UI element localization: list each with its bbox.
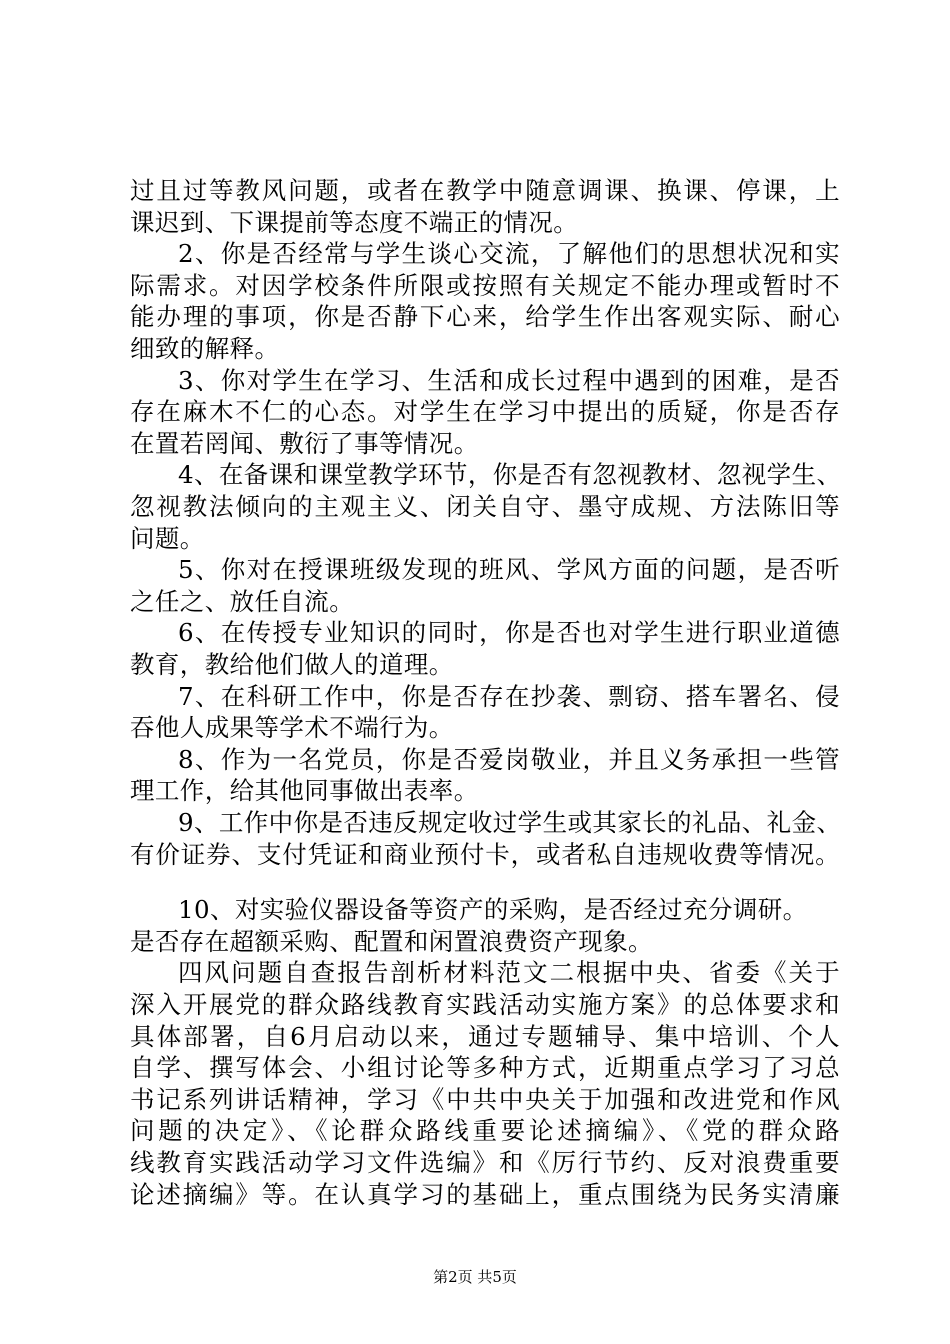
text-line: 论述摘编》等。在认真学习的基础上，重点围绕为民务实清廉 xyxy=(130,1179,840,1209)
paragraph-start-line: 7、在科研工作中，你是否存在抄袭、剽窃、搭车署名、侵 xyxy=(178,681,840,711)
paragraph-start-line: 9、工作中你是否违反规定收过学生或其家长的礼品、礼金、 xyxy=(178,808,842,837)
page-footer xyxy=(0,1267,950,1287)
text-line: 有价证券、支付凭证和商业预付卡，或者私自违规收费等情况。 xyxy=(130,839,840,869)
text-line: 问题的决定》、《论群众路线重要论述摘编》、《党的群众路 xyxy=(130,1116,840,1146)
text-line: 存在麻木不仁的心态。对学生在学习中提出的质疑，你是否存 xyxy=(130,397,840,427)
text-line: 线教育实践活动学习文件选编》和《厉行节约、反对浪费重要 xyxy=(130,1148,840,1177)
paragraph-start-line: 5、你对在授课班级发现的班风、学风方面的问题，是否听 xyxy=(178,555,840,585)
paragraph-start-line: 8、作为一名党员，你是否爱岗敬业，并且义务承担一些管 xyxy=(178,744,840,774)
text-line: 具体部署，自6月启动以来，通过专题辅导、集中培训、个人 xyxy=(130,1021,840,1051)
text-line: 是否存在超额采购、配置和闲置浪费资产现象。 xyxy=(130,926,653,956)
paragraph-start-line: 2、你是否经常与学生谈心交流，了解他们的思想状况和实 xyxy=(178,239,840,269)
text-line: 能办理的事项，你是否静下心来，给学生作出客观实际、耐心 xyxy=(130,302,840,332)
text-line: 之任之、放任自流。 xyxy=(130,586,355,616)
text-line: 际需求。对因学校条件所限或按照有关规定不能办理或暂时不 xyxy=(130,270,840,300)
text-line: 教育，教给他们做人的道理。 xyxy=(130,650,454,679)
paragraph-start-line: 3、你对学生在学习、生活和成长过程中遇到的困难，是否 xyxy=(178,365,840,395)
text-line: 书记系列讲话精神，学习《中共中央关于加强和改进党和作风 xyxy=(130,1084,840,1114)
text-line: 细致的解释。 xyxy=(130,334,280,363)
paragraph-start-line: 6、在传授专业知识的同时，你是否也对学生进行职业道德 xyxy=(178,618,840,648)
text-line: 吞他人成果等学术不端行为。 xyxy=(130,713,454,743)
text-line: 问题。 xyxy=(130,523,205,553)
text-line: 自学、撰写体会、小组讨论等多种方式，近期重点学习了习总 xyxy=(130,1053,840,1083)
text-line: 过且过等教风问题，或者在教学中随意调课、换课、停课，上 xyxy=(130,176,840,205)
text-line: 忽视教法倾向的主观主义、闭关自守、墨守成规、方法陈旧等 xyxy=(130,492,840,521)
text-line: 课迟到、下课提前等态度不端正的情况。 xyxy=(130,207,579,237)
paragraph-start-line: 10、对实验仪器设备等资产的采购，是否经过充分调研。 xyxy=(178,895,808,925)
paragraph-start-line: 4、在备课和课堂教学环节，你是否有忽视教材、忽视学生、 xyxy=(178,460,842,490)
text-line: 在置若罔闻、敷衍了事等情况。 xyxy=(130,428,479,458)
paragraph-start-line: 四风问题自查报告剖析材料范文二根据中央、省委《关于 xyxy=(178,958,840,988)
text-line: 深入开展党的群众路线教育实践活动实施方案》的总体要求和 xyxy=(130,990,840,1019)
page-number-label: 第2页 共5页 xyxy=(433,1268,517,1286)
text-line: 理工作，给其他同事做出表率。 xyxy=(130,776,479,806)
